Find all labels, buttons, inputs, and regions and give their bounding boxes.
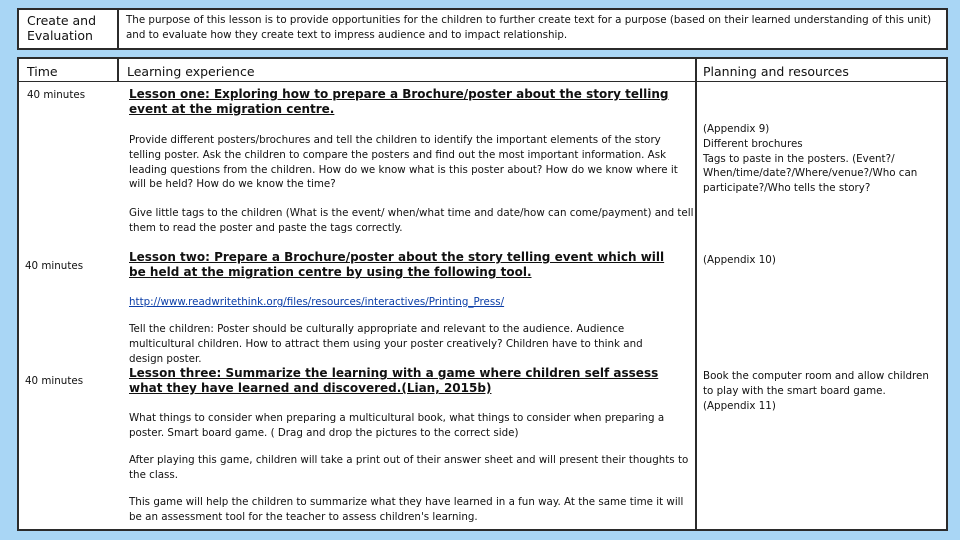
lesson-1-time: 40 minutes: [27, 89, 86, 101]
header-planning: Planning and resources: [703, 64, 849, 79]
lesson-2-paragraph-1: Tell the children: Poster should be culturally appropriate and relevant to the audience. Audience multicultural children. How to attract them using your poster creatively? Children have to think and design poster.: [129, 323, 643, 365]
column-header-row: [17, 57, 948, 83]
header-learning: Learning experience: [127, 64, 255, 79]
lesson-3-planning: Book the computer room and allow children to play with the smart board game. (Appendix 11): [703, 370, 929, 412]
header-time: Time: [27, 64, 58, 79]
section-label: Create and Evaluation: [27, 13, 97, 43]
lesson-3-paragraph-1: What things to consider when preparing a multicultural book, what things to consider when preparing a poster. Smart board game. ( Drag and drop the pictures to the correct side): [129, 412, 665, 439]
body-divider: [695, 82, 697, 529]
purpose-divider: [117, 10, 119, 48]
purpose-text: The purpose of this lesson is to provide opportunities for the children to further create text for a purpose (based on their learned understanding of this unit) and to evaluate how they create text to impress audience and to impact relationship.: [126, 14, 932, 41]
lesson-3-paragraph-2: After playing this game, children will take a print out of their answer sheet and will present their thoughts to the class.: [129, 454, 689, 481]
lesson-1-paragraph-1: Provide different posters/brochures and tell the children to identify the important elements of the story telling poster. Ask the children to compare the posters and find out the most important information. Ask leading questions from the children. How do we know what is this poster about? How do we know where it will be held? How do we know the time?: [129, 134, 678, 191]
lesson-3-title: Lesson three: Summarize the learning with a game where children self assess what they have learned and discovered.(Lian, 2015b): [129, 366, 659, 395]
header-divider-2: [695, 59, 697, 81]
lesson-table: [17, 82, 948, 531]
header-divider-1: [117, 59, 119, 81]
printing-press-link[interactable]: http://www.readwritethink.org/files/resources/interactives/Printing_Press/: [129, 296, 505, 308]
lesson-2-time: 40 minutes: [25, 260, 84, 272]
lesson-2-title: Lesson two: Prepare a Brochure/poster about the story telling event which will be held at the migration centre by using the following tool.: [129, 250, 665, 279]
lesson-2-planning: (Appendix 10): [703, 254, 776, 266]
lesson-3-time: 40 minutes: [25, 375, 84, 387]
lesson-1-title: Lesson one: Exploring how to prepare a Brochure/poster about the story telling event at the migration centre.: [129, 87, 669, 116]
lesson-1-paragraph-2: Give little tags to the children (What is the event/ when/what time and date/how can come/payment) and tell them to read the poster and paste the tags correctly.: [129, 207, 694, 234]
lesson-1-planning: (Appendix 9) Different brochures Tags to paste in the posters. (Event?/ When/time/date?/Where/venue?/Who can participate?/Who tells the story?: [703, 123, 918, 195]
purpose-box: [17, 8, 948, 50]
lesson-3-paragraph-3: This game will help the children to summarize what they have learned in a fun way. At the same time it will be an assessment tool for the teacher to assess children's learning.: [129, 496, 684, 523]
